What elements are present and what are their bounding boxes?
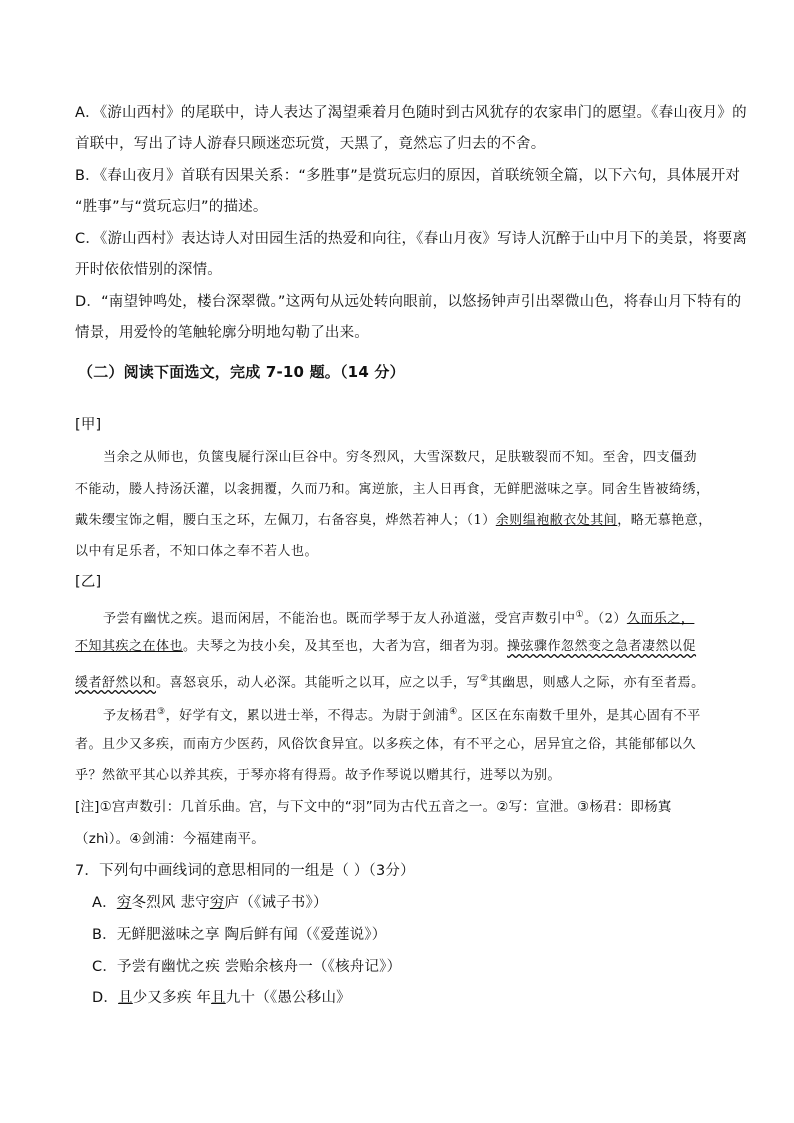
text-segment: 冬烈风 悲守: [131, 895, 210, 911]
passage-yi-p2-line-1: [103, 702, 701, 726]
text-segment: 予友杨君: [103, 708, 158, 724]
passage-yi-p2-line-3: 乎？然欲平其心以养其疾，于琴亦将有得焉。故予作琴说以赠其行，进琴以为别。: [75, 768, 562, 783]
section-heading: （二）阅读下面选文，完成 7-10 题。（14 分）: [78, 363, 405, 381]
passage-jia-line-1: 当余之从师也，负箧曳屣行深山巨谷中。穷冬烈风，大雪深数尺，足肤皲裂而不知。至舍，四支僵劲: [103, 450, 698, 465]
text-segment: 。区区在东南数千里外，是其心固有不平: [457, 708, 701, 724]
underlined-word: 穷: [116, 895, 132, 911]
question-7-option-c: C．予尝有幽忧之疾 尝贻余核舟一（《核舟记》）: [92, 959, 402, 975]
question-7-stem: 7．下列句中画线词的意思相同的一组是（ ）（3分）: [75, 863, 415, 879]
text-segment: 少又多疾 年: [132, 990, 212, 1006]
passage-yi-p1-line-2: [75, 637, 696, 657]
question-7-option-d: [92, 988, 351, 1008]
passage-yi-label: [乙]: [75, 574, 102, 590]
text-segment: 戴朱缨宝饰之帽，腰白玉之环，左佩刀，右备容臭，烨然若神人；（1）: [75, 513, 496, 528]
question-7-option-b: B．无鲜肥滋味之享 陶后鲜有闻（《爱莲说》）: [92, 927, 387, 943]
underlined-word: 穷: [209, 895, 225, 911]
text-segment: 。夫琴之为技小矣，及其至也，大者为宫，细者为羽。: [183, 639, 508, 654]
passage-yi-p1-line-3: [75, 669, 705, 693]
passage-jia-line-2: 不能动，媵人持汤沃灌，以衾拥覆，久而乃和。寓逆旅，主人日再食，无鲜肥滋味之享。同舍生皆被绮绣，: [75, 482, 710, 497]
wavy-underlined-sentence: 操弦骤作忽然变之急者凄然以促: [507, 639, 697, 654]
option-b-line-1: B．《春山夜月》首联有因果关系：“多胜事”是赏玩忘归的原因，首联统领全篇，以下六句，具体展开对: [75, 168, 741, 184]
passage-jia-line-3: [75, 511, 712, 531]
passage-yi-p1-line-1: [103, 605, 694, 629]
text-segment: 。（2）: [584, 611, 627, 627]
footnote-mark: ①: [575, 610, 585, 620]
text-segment: D．: [92, 990, 119, 1006]
text-segment: 予尝有幽忧之疾。退而闲居，不能治也。既而学琴于友人孙道滋，受宫声数引中: [103, 611, 576, 627]
text-segment: 其幽思，则感人之际，亦有至者焉。: [488, 675, 705, 691]
text-segment: ，好学有文，累以进士举，不得志。为尉于剑浦: [165, 708, 450, 724]
option-a-line-1: A．《游山西村》的尾联中，诗人表达了渴望乘着月色随时到古风犹存的农家串门的愿望。《春山夜月》的: [75, 105, 747, 121]
wavy-underlined-sentence-cont: 缓者舒然以和: [75, 675, 157, 691]
passage-yi-p2-line-2: 者。且少又多疾，而南方少医药，风俗饮食异宜。以多疾之体，有不平之心，居异宜之俗，其能郁郁以久: [75, 737, 697, 752]
underlined-sentence-2-cont: 不知其疾之在体也: [75, 639, 184, 654]
text-segment: 。喜怒哀乐，动人必深。其能听之以耳，应之以手，写: [156, 675, 481, 691]
text-segment: 庐（《诫子书》）: [224, 895, 328, 911]
passage-jia-label: [甲]: [75, 417, 102, 433]
option-b-line-2: “胜事”与“赏玩忘归”的描述。: [75, 199, 268, 215]
text-segment: A．: [92, 895, 117, 911]
option-d-line-2: 情景，用爱怜的笔触轮廓分明地勾勒了出来。: [75, 325, 369, 341]
notes-line-2: （zhì）。④剑浦：今福建南平。: [75, 831, 265, 847]
option-a-line-2: 首联中，写出了诗人游春只顾迷恋玩赏，天黑了，竟然忘了归去的不舍。: [75, 136, 546, 152]
footnote-mark: ④: [449, 707, 458, 717]
option-d-line-1: D．“南望钟鸣处，楼台深翠微。”这两句从远处转向眼前，以悠扬钟声引出翠微山色，将春山月下特有的: [75, 294, 742, 310]
underlined-word: 且: [118, 990, 133, 1006]
option-c-line-2: 开时依依惜别的深情。: [75, 262, 222, 278]
question-7-option-a: [92, 893, 328, 913]
text-segment: ，略无慕艳意，: [617, 513, 712, 528]
underlined-sentence-1: 余则缊袍敝衣处其间: [495, 513, 618, 528]
option-c-line-1: C．《游山西村》表达诗人对田园生活的热爱和向往，《春山月夜》写诗人沉醉于山中月下的美景，将要离: [75, 231, 748, 247]
notes-line-1: [注]①宫声数引：几首乐曲。宫，与下文中的“羽”同为古代五音之一。②写：宣泄。③杨君：即杨寘: [75, 799, 672, 815]
passage-jia-line-4: 以中有足乐者，不知口体之奉不若人也。: [75, 544, 319, 559]
footnote-mark: ②: [480, 674, 489, 684]
text-segment: 九十（《愚公移山》: [225, 990, 351, 1006]
footnote-mark: ③: [157, 707, 166, 717]
underlined-word: 且: [211, 990, 226, 1006]
underlined-sentence-2: 久而乐之，: [626, 611, 695, 627]
